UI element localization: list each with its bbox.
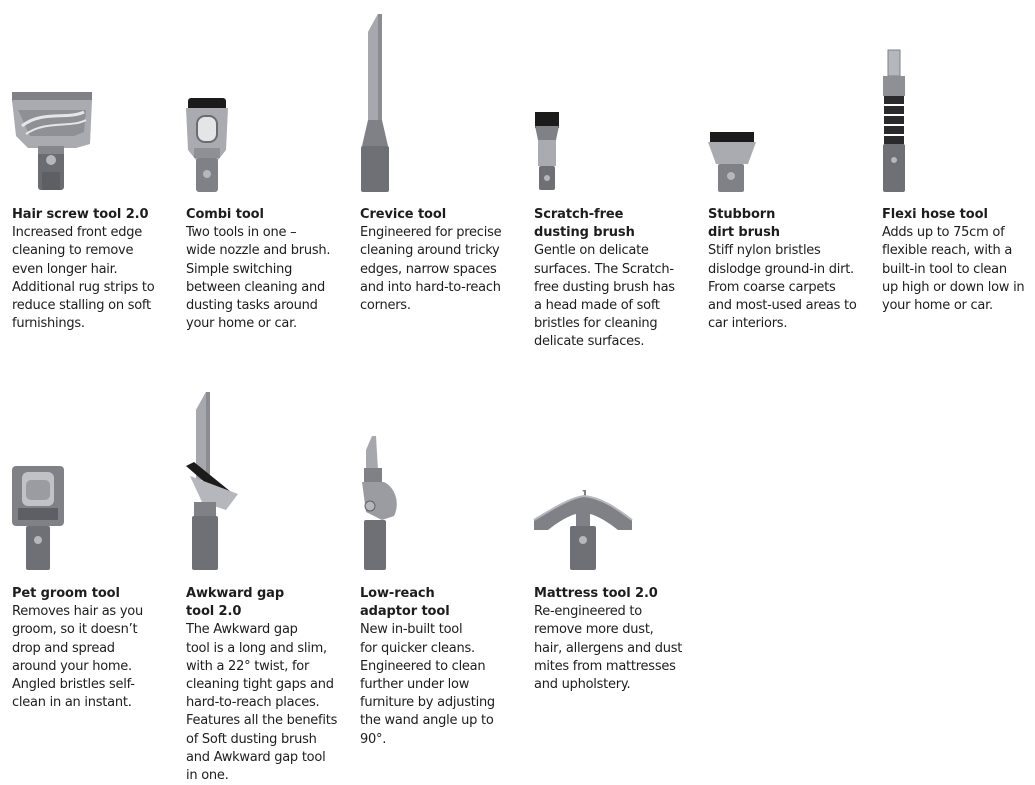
stubborn-dirt-brush-icon — [708, 0, 873, 193]
tool-title: Mattress tool 2.0 — [534, 586, 658, 601]
tool-title: Crevice tool — [360, 207, 447, 222]
tool-title: Flexi hose tool — [882, 207, 988, 222]
hair-screw-tool-icon — [12, 0, 177, 193]
tool-description: Engineered for precise cleaning around tricky edges, narrow spaces and into hard-to-reach corners. — [360, 225, 502, 314]
tool-description: The Awkward gap tool is a long and slim, with a 22° twist, for cleaning tight gaps and hard-to-reach places. Features all the benefits of Soft dusting brush and Awkward gap tool in one. — [186, 622, 338, 784]
tool-title: Low-reach adaptor tool — [360, 586, 450, 620]
mattress-tool-icon — [534, 380, 699, 572]
tool-title: Pet groom tool — [12, 586, 120, 601]
tool-description: Adds up to 75cm of flexible reach, with a built-in tool to clean up high or down low in your home or car. — [882, 225, 1025, 314]
tool-description: Removes hair as you groom, so it doesn’t drop and spread around your home. Angled bristles self- clean in an instant. — [12, 604, 143, 711]
pet-groom-tool-icon — [12, 380, 177, 572]
tool-title: Combi tool — [186, 207, 264, 222]
tool-description: Stiff nylon bristles dislodge ground-in dirt. From coarse carpets and most-used areas to car interiors. — [708, 243, 857, 332]
awkward-gap-tool-icon — [186, 380, 351, 572]
tool-title: Scratch-free dusting brush — [534, 207, 635, 241]
scratch-free-dusting-brush-icon — [534, 0, 699, 193]
combi-tool-icon — [186, 0, 351, 193]
tool-description: Increased front edge cleaning to remove even longer hair. Additional rug strips to reduce stalling on soft furnishings. — [12, 225, 155, 332]
low-reach-adaptor-tool-icon — [360, 380, 525, 572]
tool-description: New in-built tool for quicker cleans. Engineered to clean further under low furniture by adjusting the wand angle up to 90°. — [360, 622, 495, 747]
tool-title: Stubborn dirt brush — [708, 207, 780, 241]
tool-title: Hair screw tool 2.0 — [12, 207, 149, 222]
flexi-hose-tool-icon — [882, 0, 1035, 193]
crevice-tool-icon — [360, 0, 525, 193]
tool-title: Awkward gap tool 2.0 — [186, 586, 285, 620]
tool-description: Gentle on delicate surfaces. The Scratch- free dusting brush has a head made of soft bristles for cleaning delicate surfaces. — [534, 243, 675, 350]
tool-description: Re-engineered to remove more dust, hair, allergens and dust mites from mattresses and upholstery. — [534, 604, 683, 693]
tool-description: Two tools in one – wide nozzle and brush. Simple switching between cleaning and dusting tasks around your home or car. — [186, 225, 331, 332]
